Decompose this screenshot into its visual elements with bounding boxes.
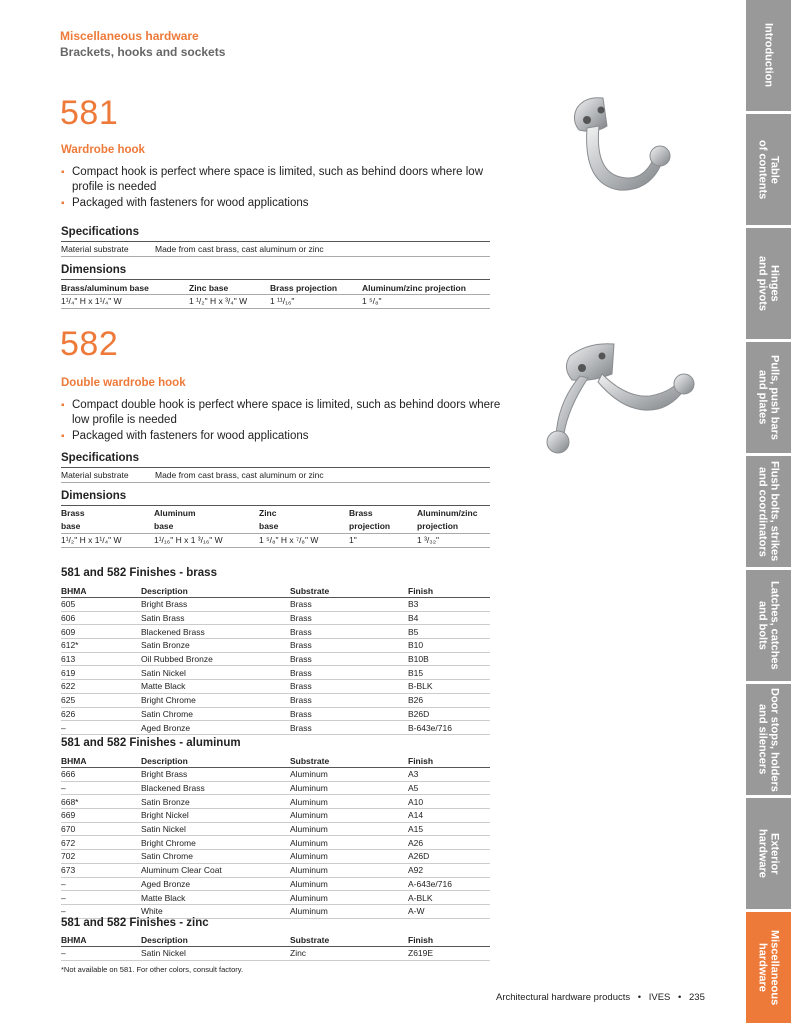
table-cell: Brass [290,707,408,721]
table-cell: Satin Nickel [141,947,290,961]
material-value: Made from cast brass, cast aluminum or zinc [155,470,324,480]
dim-header: Brass projection [270,283,338,293]
dim-value: 1¹/₂" H x 1¹/₄" W [61,535,122,545]
table-row [61,666,490,680]
table-cell: 626 [61,707,141,721]
table-cell: Bright Chrome [141,836,290,850]
table-row [61,877,490,891]
footer-separator: • [678,992,682,1003]
table-cell: Brass [290,680,408,694]
dim-value: 1 ⁵/₈" [362,296,382,306]
table-cell: Bright Brass [141,768,290,782]
table-cell: 672 [61,836,141,850]
table-cell: Satin Chrome [141,707,290,721]
material-value: Made from cast brass, cast aluminum or zinc [155,244,324,254]
dim-value: 1 ⁵/₈" H x ⁷/₈" W [259,535,319,545]
table-row [61,768,490,782]
tab-label: Table of contents [756,139,781,200]
table-cell: A15 [408,822,490,836]
table-cell: Bright Brass [141,598,290,612]
table-cell: Bright Chrome [141,693,290,707]
footnote: *Not available on 581. For other colors, consult factory. [61,965,244,974]
table-cell: A3 [408,768,490,782]
column-header: Finish [408,754,490,768]
table-row [61,721,490,735]
product-number: 582 [60,325,119,363]
double-wardrobe-hook-image [540,338,710,468]
tab-latches-catches-and-bolts[interactable] [746,570,791,681]
feature-item: ▪ Packaged with fasteners for wood applications [61,196,501,211]
tab-label: Latches, catches and bolts [756,581,781,670]
table-cell: – [61,877,141,891]
dim-value: 1¹/₄" H x 1¹/₄" W [61,296,122,306]
table-cell: Brass [290,598,408,612]
table-row [61,680,490,694]
dim-header: Aluminum [154,508,196,518]
table-cell: Aluminum [290,863,408,877]
table-cell: B-643e/716 [408,721,490,735]
table-cell: B5 [408,625,490,639]
table-cell: A26D [408,850,490,864]
divider [61,308,490,309]
tab-label: Miscellaneous hardware [756,929,781,1006]
table-cell: Aluminum Clear Coat [141,863,290,877]
table-cell: – [61,781,141,795]
table-cell: – [61,721,141,735]
table-row [61,639,490,653]
table-cell: 622 [61,680,141,694]
tab-pulls-push-bars-and-plates[interactable] [746,342,791,453]
divider [61,294,490,295]
table-cell: Brass [290,721,408,735]
divider [61,279,490,280]
table-cell: 606 [61,611,141,625]
tab-introduction[interactable] [746,0,791,111]
footer-text: Architectural hardware products [496,992,631,1003]
column-header: Substrate [290,933,408,947]
dimensions-heading: Dimensions [61,490,127,502]
tab-exterior-hardware[interactable] [746,798,791,909]
divider [61,547,490,548]
table-cell: B4 [408,611,490,625]
dim-header: Zinc [259,508,277,518]
table-cell: A5 [408,781,490,795]
tab-miscellaneous-hardware[interactable] [746,912,791,1023]
table-cell: Aged Bronze [141,721,290,735]
dim-value: 1" [349,535,357,545]
table-cell: Matte Black [141,891,290,905]
tab-label: Introduction [762,23,775,88]
table-cell: B10 [408,639,490,653]
table-cell: 673 [61,863,141,877]
table-cell: Aluminum [290,877,408,891]
dim-header: Aluminum/zinc projection [362,283,466,293]
table-cell: Aluminum [290,822,408,836]
table-cell: Aluminum [290,891,408,905]
column-header: BHMA [61,754,141,768]
table-cell: – [61,904,141,918]
table-cell: Matte Black [141,680,290,694]
table-cell: Zinc [290,947,408,961]
table-cell: Satin Bronze [141,639,290,653]
table-cell: A26 [408,836,490,850]
dim-header: base [259,521,279,531]
divider [61,256,490,257]
section-tabs [746,0,791,1024]
footer-brand: IVES [648,992,671,1003]
tab-label: Door stops, holders and silencers [756,687,781,792]
table-cell: A-W [408,904,490,918]
table-cell: 670 [61,822,141,836]
table-cell: Aluminum [290,904,408,918]
table-cell: 612* [61,639,141,653]
table-cell: 669 [61,809,141,823]
finish-table-brass [61,584,490,735]
table-row [61,947,490,961]
table-cell: Aluminum [290,809,408,823]
table-cell: A10 [408,795,490,809]
tab-label: Hinges and pivots [756,255,781,311]
tab-label: Pulls, push bars and plates [756,355,781,440]
table-row [61,850,490,864]
table-cell: Brass [290,639,408,653]
feature-list [61,398,501,445]
table-row [61,781,490,795]
table-cell: Satin Brass [141,611,290,625]
table-cell: A14 [408,809,490,823]
table-row [61,904,490,918]
table-cell: A-643e/716 [408,877,490,891]
specifications-heading: Specifications [61,452,139,464]
table-row [61,822,490,836]
feature-item: ▪ Compact hook is perfect where space is limited, such as behind doors where low profile is needed [61,165,501,195]
table-cell: 668* [61,795,141,809]
table-cell: B26D [408,707,490,721]
tab-flush-bolts-strikes-and-coordinators[interactable] [746,456,791,567]
column-header: Description [141,754,290,768]
table-cell: 619 [61,666,141,680]
table-row [61,652,490,666]
finish-table-title: 581 and 582 Finishes - brass [61,567,217,579]
finish-table-zinc [61,933,490,961]
finish-table-title: 581 and 582 Finishes - aluminum [61,737,241,749]
column-header: Description [141,933,290,947]
table-cell: Aluminum [290,768,408,782]
table-row [61,891,490,905]
material-label: Material substrate [61,470,129,480]
divider [61,533,490,534]
table-cell: Satin Nickel [141,822,290,836]
tab-table-of-contents[interactable] [746,114,791,225]
tab-door-stops-holders-and-silencers[interactable] [746,684,791,795]
table-cell: B15 [408,666,490,680]
table-cell: 609 [61,625,141,639]
table-cell: A92 [408,863,490,877]
dim-header: Zinc base [189,283,229,293]
footer-separator: • [637,992,642,1003]
table-cell: Aged Bronze [141,877,290,891]
table-cell: A-BLK [408,891,490,905]
table-cell: – [61,891,141,905]
table-cell: – [61,947,141,961]
table-cell: Satin Bronze [141,795,290,809]
table-cell: Satin Chrome [141,850,290,864]
page-footer [496,992,705,1003]
dim-value: 1 ³/₃₂" [417,535,440,545]
dim-header: projection [349,521,391,531]
dim-header: Brass [61,508,85,518]
table-row [61,707,490,721]
table-cell: Z619E [408,947,490,961]
finish-table-aluminum [61,754,490,919]
column-header: Finish [408,584,490,598]
table-cell: Aluminum [290,781,408,795]
tab-label: Exterior hardware [756,829,781,878]
divider [61,482,490,483]
table-cell: 605 [61,598,141,612]
product-number: 581 [60,94,119,132]
table-row [61,809,490,823]
dim-value: 1 ¹¹/₁₆" [270,296,295,306]
table-cell: 625 [61,693,141,707]
column-header: Finish [408,933,490,947]
page-number: 235 [689,992,705,1003]
column-header: BHMA [61,584,141,598]
section-subtitle: Brackets, hooks and sockets [60,45,226,59]
table-cell: B26 [408,693,490,707]
table-cell: B10B [408,652,490,666]
dim-header: Aluminum/zinc [417,508,478,518]
divider [61,241,490,242]
table-cell: Brass [290,611,408,625]
dim-header: projection [417,521,459,531]
divider [61,505,490,506]
table-cell: 613 [61,652,141,666]
feature-item: ▪ Compact double hook is perfect where space is limited, such as behind doors where low profile is needed [61,398,501,428]
table-cell: 702 [61,850,141,864]
product-name: Double wardrobe hook [61,377,186,389]
column-header: Substrate [290,754,408,768]
tab-label: Flush bolts, strikes and coordinators [756,461,781,562]
section-title: Miscellaneous hardware [60,29,199,43]
table-cell: Blackened Brass [141,625,290,639]
column-header: Description [141,584,290,598]
product-name: Wardrobe hook [61,144,145,156]
table-row [61,625,490,639]
table-row [61,598,490,612]
table-cell: Brass [290,625,408,639]
dimensions-heading: Dimensions [61,264,127,276]
table-cell: Bright Nickel [141,809,290,823]
dim-header: base [154,521,174,531]
table-cell: Satin Nickel [141,666,290,680]
divider [61,467,490,468]
dim-header: base [61,521,81,531]
table-cell: B3 [408,598,490,612]
table-row [61,611,490,625]
table-cell: Oil Rubbed Bronze [141,652,290,666]
table-cell: Brass [290,666,408,680]
finish-table-title: 581 and 582 Finishes - zinc [61,917,209,929]
table-cell: B-BLK [408,680,490,694]
table-cell: Brass [290,693,408,707]
feature-list [61,165,501,212]
table-cell: Aluminum [290,850,408,864]
dim-header: Brass [349,508,373,518]
dim-value: 1¹/₁₆" H x 1 ³/₁₆" W [154,535,223,545]
table-row [61,863,490,877]
material-label: Material substrate [61,244,129,254]
table-cell: Brass [290,652,408,666]
table-cell: 666 [61,768,141,782]
column-header: BHMA [61,933,141,947]
table-row [61,795,490,809]
table-cell: Aluminum [290,795,408,809]
wardrobe-hook-image [565,88,685,198]
table-row [61,693,490,707]
table-row [61,836,490,850]
table-cell: Blackened Brass [141,781,290,795]
specifications-heading: Specifications [61,226,139,238]
table-cell: White [141,904,290,918]
dim-value: 1 ¹/₂" H x ³/₄" W [189,296,248,306]
feature-item: ▪ Packaged with fasteners for wood applications [61,429,501,444]
column-header: Substrate [290,584,408,598]
tab-hinges-and-pivots[interactable] [746,228,791,339]
table-cell: Aluminum [290,836,408,850]
dim-header: Brass/aluminum base [61,283,149,293]
